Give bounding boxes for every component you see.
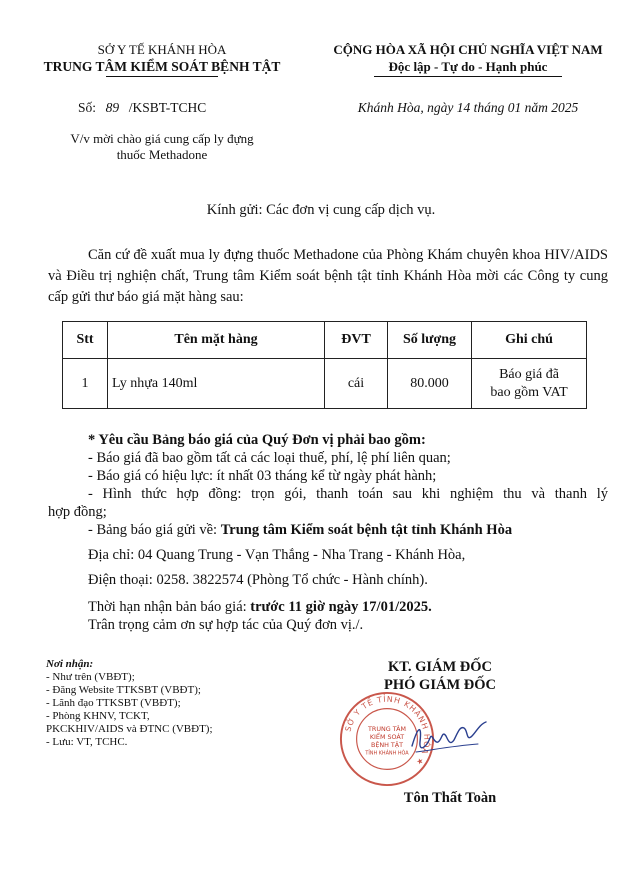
address: Địa chỉ: 04 Quang Trung - Vạn Thắng - Nha Trang - Khánh Hòa, — [88, 547, 466, 563]
requirements — [48, 431, 608, 539]
doc-number-value: 89 — [105, 100, 120, 115]
motto-text: Độc lập - Tự do - Hạnh phúc — [388, 59, 548, 74]
requirement-item-1: - Báo giá đã bao gồm tất cả các loại thuế, phí, lệ phí liên quan; — [88, 450, 451, 466]
subject-line-2: thuốc Methadone — [116, 147, 208, 162]
date-line — [318, 100, 618, 116]
signer-name: Tôn Thất Toàn — [403, 790, 497, 806]
thanks: Trân trọng cảm ơn sự hợp tác của Quý đơn vị./. — [88, 617, 364, 633]
recipient-item: - Đăng Website TTKSBT (VBĐT); — [46, 684, 201, 696]
cell-stt: 1 — [63, 359, 108, 409]
nation-title: CỘNG HÒA XÃ HỘI CHỦ NGHĨA VIỆT NAM — [333, 42, 603, 57]
signature-title-2: PHÓ GIÁM ĐỐC — [384, 677, 496, 693]
doc-number — [78, 100, 206, 116]
recipients-title: Nơi nhận: — [46, 658, 94, 670]
header-quantity: Số lượng — [388, 322, 472, 359]
cell-note-line-1: Báo giá đã — [499, 366, 559, 382]
recipient-item: PKCKHIV/AIDS và ĐTNC (VBĐT); — [46, 723, 213, 735]
org-name-text: TRUNG TÂM KIỂM SOÁT BỆNH TẬT — [43, 59, 281, 74]
requirement-item-4-org: Trung tâm Kiểm soát bệnh tật tỉnh Khánh Hòa — [220, 522, 513, 538]
svg-text:TỈNH KHÁNH HÒA: TỈNH KHÁNH HÒA — [365, 750, 409, 757]
cell-quantity: 80.000 — [388, 359, 472, 409]
items-table — [62, 321, 587, 409]
svg-text:TRUNG TÂM: TRUNG TÂM — [368, 725, 406, 734]
requirement-item-3b: hợp đồng; — [48, 504, 107, 520]
subject — [28, 131, 296, 163]
requirements-title: * Yêu cầu Bảng báo giá của Quý Đơn vị phải bao gồm: — [88, 432, 426, 448]
recipient-item: - Lưu: VT, TCHC. — [46, 736, 128, 748]
svg-text:KIỂM SOÁT: KIỂM SOÁT — [369, 733, 405, 741]
header-stt: Stt — [63, 322, 108, 359]
org-name — [28, 59, 296, 77]
date-prefix: Khánh Hòa, ngày — [357, 100, 454, 115]
svg-text:BỆNH TẬT: BỆNH TẬT — [370, 740, 404, 749]
org-name-underline — [106, 76, 218, 77]
date-day: 14 — [456, 100, 471, 115]
intro-paragraph: Căn cứ đề xuất mua ly đựng thuốc Methadone của Phòng Khám chuyên khoa HIV/AIDS và Điều trị nghiện chất, Trung tâm Kiểm soát bệnh tật tỉnh Khánh Hòa mời các Công ty cung cấp gửi thư báo giá mặt hàng sau: — [48, 247, 608, 305]
doc-number-suffix: /KSBT-TCHC — [128, 100, 207, 115]
doc-number-label: Số: — [78, 100, 97, 115]
requirement-item-3a: - Hình thức hợp đồng: trọn gói, thanh toán sau khi nghiệm thu và thanh lý — [88, 486, 608, 502]
subject-line-1: V/v mời chào giá cung cấp ly đựng — [70, 131, 254, 146]
cell-note-line-2: bao gồm VAT — [490, 384, 568, 400]
recipient-item: - Như trên (VBĐT); — [46, 671, 135, 683]
deadline-value: trước 11 giờ ngày 17/01/2025. — [250, 599, 432, 615]
deadline-prefix: Thời hạn nhận bản báo giá: — [88, 599, 247, 615]
requirement-item-4-prefix: - Bảng báo giá gửi về: — [88, 522, 218, 538]
recipient-item: - Phòng KHNV, TCKT, — [46, 710, 150, 722]
org-parent-name: SỞ Y TẾ KHÁNH HÒA — [97, 42, 227, 57]
recipient-item: - Lãnh đạo TTKSBT (VBĐT); — [46, 697, 181, 709]
recipients — [46, 658, 286, 749]
table-row — [63, 359, 587, 409]
requirement-item-2: - Báo giá có hiệu lực: ít nhất 03 tháng kể từ ngày phát hành; — [88, 468, 437, 484]
greeting: Kính gửi: Các đơn vị cung cấp dịch vụ. — [206, 202, 436, 218]
handwritten-signature-icon — [408, 716, 488, 760]
header-note: Ghi chú — [472, 322, 587, 359]
deadline — [88, 599, 432, 616]
cell-note — [472, 359, 587, 409]
phone: Điện thoại: 0258. 3822574 (Phòng Tổ chức - Hành chính). — [88, 572, 428, 588]
requirement-item-4 — [48, 521, 608, 539]
date-month: 01 — [507, 100, 522, 115]
date-year: năm 2025 — [524, 100, 579, 115]
table-header-row — [63, 322, 587, 359]
cell-item-name: Ly nhựa 140ml — [108, 359, 325, 409]
header-unit: ĐVT — [325, 322, 388, 359]
date-month-label: tháng — [473, 100, 505, 115]
header-item-name: Tên mặt hàng — [108, 322, 325, 359]
motto — [318, 59, 618, 77]
svg-text:SỞ Y TẾ TỈNH KHÁNH HÒA ★: SỞ Y TẾ TỈNH KHÁNH HÒA ★ — [343, 694, 432, 768]
cell-unit: cái — [325, 359, 388, 409]
signature-title-1: KT. GIÁM ĐỐC — [387, 659, 493, 675]
motto-underline — [374, 76, 562, 77]
